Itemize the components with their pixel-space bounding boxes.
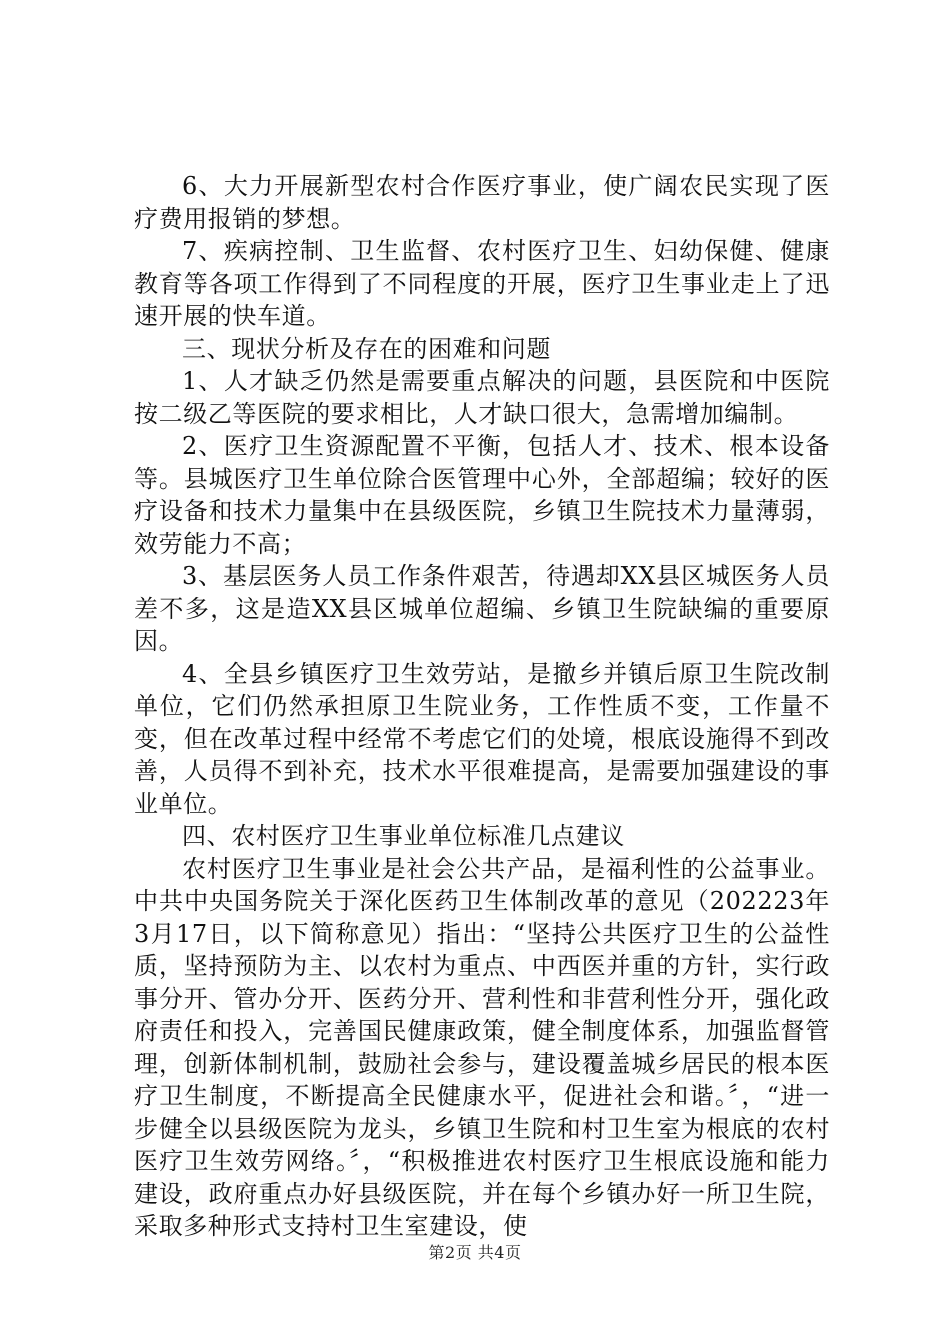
paragraph-problem-1: 1、人才缺乏仍然是需要重点解决的问题，县医院和中医院按二级乙等医院的要求相比，人才缺口很大，急需增加编制。 <box>134 367 830 428</box>
document-body <box>134 170 830 1243</box>
paragraph-problem-3: 3、基层医务人员工作条件艰苦，待遇却XX县区城医务人员差不多，这是造XX县区城单位超编、乡镇卫生院缺编的重要原因。 <box>134 562 830 655</box>
paragraph-problem-2: 2、医疗卫生资源配置不平衡，包括人才、技术、根本设备等。县城医疗卫生单位除合医管理中心外，全部超编；较好的医疗设备和技术力量集中在县级医院，乡镇卫生院技术力量薄弱，效劳能力不高； <box>134 432 830 558</box>
paragraph-suggestion: 农村医疗卫生事业是社会公共产品，是福利性的公益事业。中共中央国务院关于深化医药卫生体制改革的意见（202223年3月17日，以下简称意见）指出：“坚持公共医疗卫生的公益性质，坚持预防为主、以农村为重点、中西医并重的方针，实行政事分开、管办分开、医药分开、营利性和非营利性分开，强化政府责任和投入，完善国民健康政策，健全制度体系，加强监督管理，创新体制机制，鼓励社会参与，建设覆盖城乡居民的根本医疗卫生制度，不断提高全民健康水平，促进社会和谐。〞，“进一步健全以县级医院为龙头，乡镇卫生院和村卫生室为根底的农村医疗卫生效劳网络。〞，“积极推进农村医疗卫生根底设施和能力建设，政府重点办好县级医院，并在每个乡镇办好一所卫生院，采取多种形式支持村卫生室建设，使 <box>134 854 830 1240</box>
paragraph-item-7: 7、疾病控制、卫生监督、农村医疗卫生、妇幼保健、健康教育等各项工作得到了不同程度的开展，医疗卫生事业走上了迅速开展的快车道。 <box>134 237 830 330</box>
page-footer: 第2页 共4页 <box>428 1243 522 1262</box>
paragraph-item-6: 6、大力开展新型农村合作医疗事业，使广阔农民实现了医疗费用报销的梦想。 <box>134 172 830 233</box>
section-heading-4: 四、农村医疗卫生事业单位标准几点建议 <box>182 822 625 850</box>
paragraph-problem-4: 4、全县乡镇医疗卫生效劳站，是撤乡并镇后原卫生院改制单位，它们仍然承担原卫生院业务，工作性质不变，工作量不变，但在改革过程中经常不考虑它们的处境，根底设施得不到改善，人员得不到补充，技术水平很难提高，是需要加强建设的事业单位。 <box>134 659 830 818</box>
section-heading-3: 三、现状分析及存在的困难和问题 <box>182 334 551 363</box>
